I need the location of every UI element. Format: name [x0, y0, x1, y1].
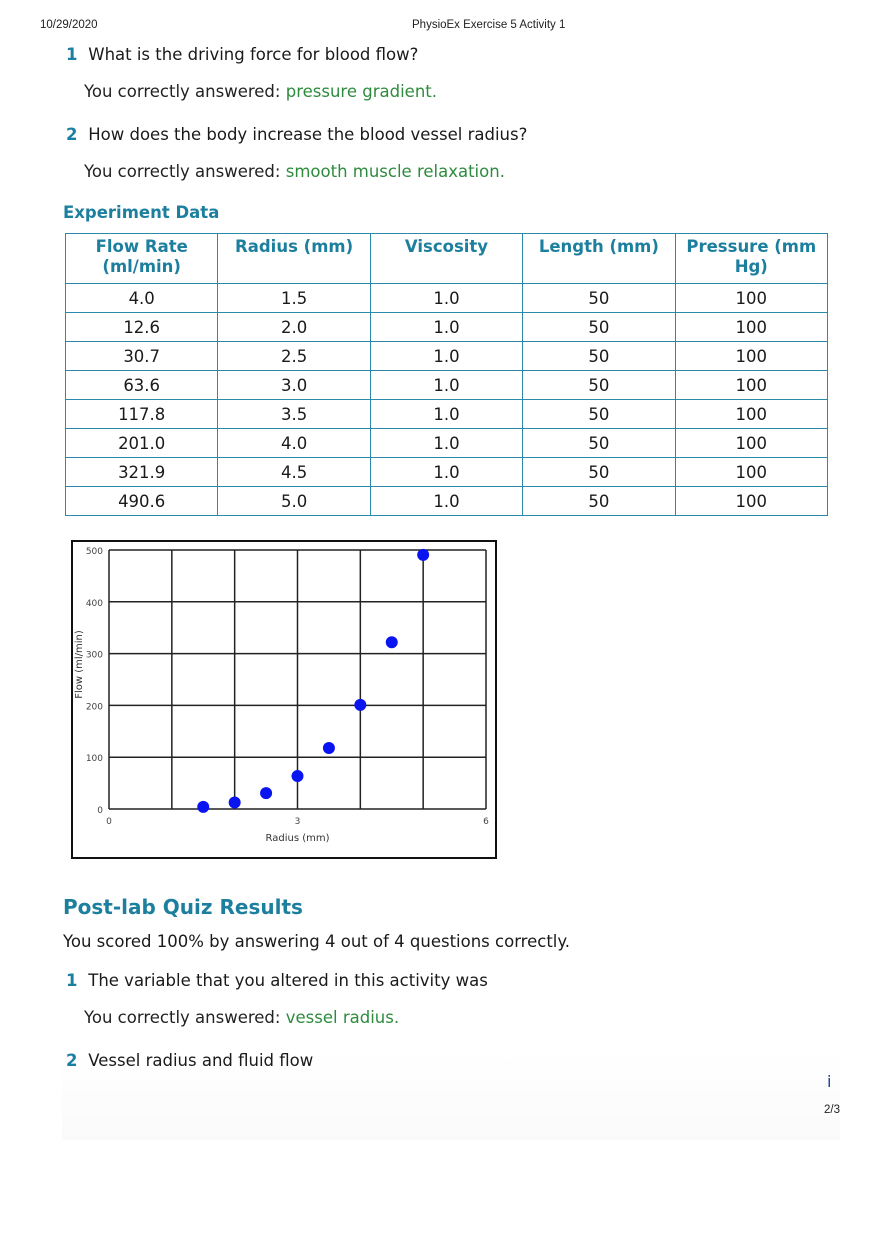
table-body [66, 284, 828, 516]
table-cell: 1.0 [370, 429, 522, 458]
x-tick-label: 3 [294, 817, 301, 827]
column-header: Pressure (mm Hg) [675, 234, 827, 284]
table-cell: 1.0 [370, 313, 522, 342]
correct-answer: vessel radius. [285, 1008, 400, 1027]
correct-answer: smooth muscle relaxation. [285, 162, 505, 181]
table-row [66, 371, 828, 400]
table-cell: 50 [523, 284, 675, 313]
table-cell: 2.5 [218, 342, 370, 371]
table-cell: 4.0 [218, 429, 370, 458]
question-number: 1 [66, 971, 78, 990]
table-row [66, 458, 828, 487]
score-text: You scored 100% by answering 4 out of 4 questions correctly. [63, 932, 571, 951]
table-cell: 3.0 [218, 371, 370, 400]
chart-svg [73, 542, 495, 857]
table-cell: 50 [523, 400, 675, 429]
table-cell: 50 [523, 342, 675, 371]
table-cell: 4.5 [218, 458, 370, 487]
table-cell: 50 [523, 458, 675, 487]
question-text: Vessel radius and fluid flow [88, 1051, 314, 1070]
table-cell: 63.6 [66, 371, 218, 400]
table-cell: 321.9 [66, 458, 218, 487]
table-row [66, 429, 828, 458]
table-cell: 1.5 [218, 284, 370, 313]
column-header: Viscosity [370, 234, 522, 284]
table-cell: 100 [675, 371, 827, 400]
postlab-answer-1 [84, 1008, 399, 1027]
y-tick-label: 400 [85, 598, 103, 609]
table-row [66, 342, 828, 371]
data-point [417, 549, 429, 561]
table-header-row [66, 234, 828, 284]
question-number: 2 [66, 125, 78, 144]
table-cell: 1.0 [370, 400, 522, 429]
table-cell: 2.0 [218, 313, 370, 342]
table-row [66, 284, 828, 313]
prelab-question-1 [66, 45, 418, 64]
x-axis-label: Radius (mm) [265, 833, 330, 844]
question-number: 2 [66, 1051, 78, 1070]
data-point [354, 699, 366, 711]
table-cell: 1.0 [370, 371, 522, 400]
table-cell: 100 [675, 400, 827, 429]
table-row [66, 313, 828, 342]
table-cell: 1.0 [370, 487, 522, 516]
table-cell: 201.0 [66, 429, 218, 458]
table-cell: 1.0 [370, 458, 522, 487]
postlab-question-1 [66, 971, 488, 990]
table-cell: 50 [523, 429, 675, 458]
y-tick-label: 500 [85, 547, 103, 557]
table-cell: 117.8 [66, 400, 218, 429]
table-cell: 4.0 [66, 284, 218, 313]
column-header: Length (mm) [523, 234, 675, 284]
print-title: PhysioEx Exercise 5 Activity 1 [412, 19, 566, 31]
data-point [323, 742, 335, 754]
table-cell: 50 [523, 313, 675, 342]
prelab-answer-1 [84, 82, 437, 101]
page-number: 2/3 [824, 1104, 840, 1116]
table-row [66, 487, 828, 516]
table-cell: 50 [523, 371, 675, 400]
info-icon: i [827, 1072, 832, 1091]
table-cell: 100 [675, 429, 827, 458]
table-cell: 12.6 [66, 313, 218, 342]
correct-answer: pressure gradient. [285, 82, 437, 101]
table-cell: 5.0 [218, 487, 370, 516]
table-cell: 3.5 [218, 400, 370, 429]
table-row [66, 400, 828, 429]
question-text: The variable that you altered in this activity was [88, 971, 488, 990]
table-cell: 490.6 [66, 487, 218, 516]
question-text: What is the driving force for blood flow? [88, 45, 419, 64]
question-text: How does the body increase the blood vessel radius? [88, 125, 528, 144]
table-cell: 100 [675, 487, 827, 516]
data-point [197, 801, 209, 813]
data-point [386, 636, 398, 648]
y-tick-label: 200 [85, 702, 103, 713]
answer-prefix: You correctly answered: [84, 1008, 281, 1027]
question-number: 1 [66, 45, 78, 64]
experiment-data-table [65, 233, 828, 516]
data-point [260, 787, 272, 799]
table-cell: 50 [523, 487, 675, 516]
table-cell: 1.0 [370, 284, 522, 313]
column-header: Radius (mm) [218, 234, 370, 284]
table-cell: 100 [675, 342, 827, 371]
table-cell: 30.7 [66, 342, 218, 371]
y-axis-label: Flow (ml/min) [74, 630, 85, 699]
answer-prefix: You correctly answered: [84, 162, 281, 181]
print-header [0, 19, 880, 35]
experiment-data-title: Experiment Data [63, 203, 220, 222]
data-point [292, 770, 304, 782]
postlab-title: Post-lab Quiz Results [63, 895, 303, 919]
postlab-question-2 [66, 1051, 313, 1070]
prelab-question-2 [66, 125, 527, 144]
prelab-answer-2 [84, 162, 505, 181]
table-cell: 100 [675, 458, 827, 487]
print-date: 10/29/2020 [40, 19, 98, 31]
table-cell: 1.0 [370, 342, 522, 371]
x-tick-label: 6 [483, 817, 489, 827]
data-point [229, 796, 241, 808]
y-tick-label: 100 [85, 754, 103, 765]
column-header: Flow Rate (ml/min) [66, 234, 218, 284]
answer-prefix: You correctly answered: [84, 82, 281, 101]
y-tick-label: 0 [97, 806, 103, 816]
x-tick-label: 0 [106, 817, 112, 827]
y-tick-label: 300 [85, 650, 103, 661]
table-cell: 100 [675, 313, 827, 342]
table-cell: 100 [675, 284, 827, 313]
flow-vs-radius-chart [71, 540, 497, 859]
